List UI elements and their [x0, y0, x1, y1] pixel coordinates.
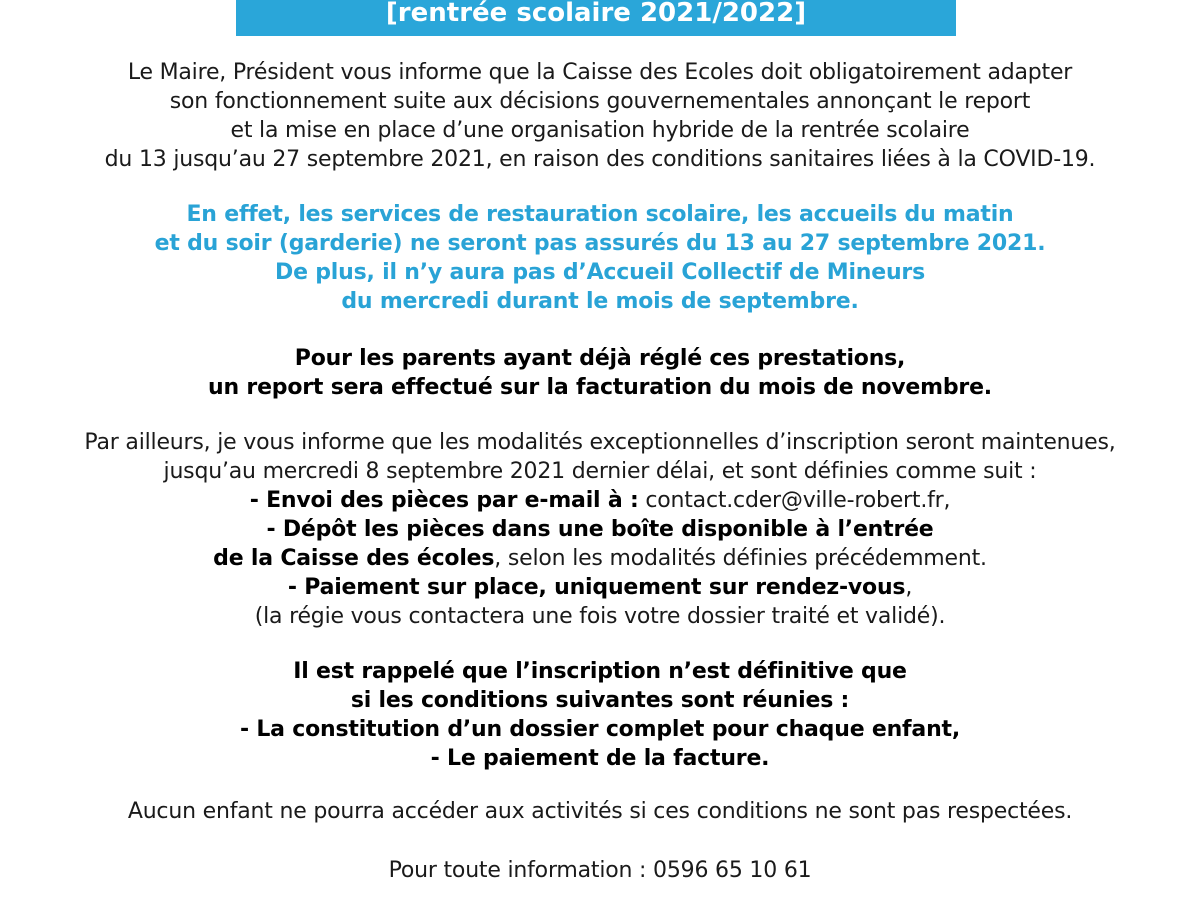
intro-line: du 13 jusqu’au 27 septembre 2021, en raison des conditions sanitaires liées à la COVID-19.	[104, 147, 1096, 172]
notice-line: du mercredi durant le mois de septembre.	[341, 289, 859, 314]
warning-paragraph	[0, 797, 1200, 826]
modality-payment-comma: ,	[905, 575, 913, 600]
modality-deposit-detail: , selon les modalités définies précédemment.	[494, 546, 987, 571]
contact-text: Pour toute information : 0596 65 10 61	[388, 858, 812, 883]
contact-paragraph	[0, 856, 1200, 885]
notice-line: En effet, les services de restauration scolaire, les accueils du matin	[186, 202, 1014, 227]
modalities-line: jusqu’au mercredi 8 septembre 2021 dernier délai, et sont définies comme suit :	[163, 459, 1037, 484]
modality-email-address: contact.cder@ville-robert.fr,	[638, 488, 951, 513]
conditions-paragraph	[0, 657, 1200, 773]
modality-email-label: - Envoi des pièces par e-mail à :	[249, 488, 639, 513]
conditions-line: Il est rappelé que l’inscription n’est définitive que	[293, 659, 907, 684]
refund-line: un report sera effectué sur la facturation du mois de novembre.	[208, 375, 992, 400]
modality-item-deposit-cont	[0, 544, 1200, 573]
conditions-line: - Le paiement de la facture.	[430, 746, 770, 771]
refund-paragraph	[0, 344, 1200, 402]
modality-item-email	[0, 486, 1200, 515]
modality-item-deposit: - Dépôt les pièces dans une boîte disponible à l’entrée	[266, 517, 934, 542]
conditions-line: - La constitution d’un dossier complet pour chaque enfant,	[239, 717, 961, 742]
intro-line: et la mise en place d’une organisation hybride de la rentrée scolaire	[230, 118, 970, 143]
notice-paragraph	[0, 200, 1200, 316]
modality-payment-note: (la régie vous contactera une fois votre dossier traité et validé).	[254, 604, 946, 629]
modalities-paragraph	[0, 428, 1200, 631]
modality-deposit-place: de la Caisse des écoles	[213, 546, 495, 571]
conditions-line: si les conditions suivantes sont réunies :	[350, 688, 850, 713]
warning-text: Aucun enfant ne pourra accéder aux activités si ces conditions ne sont pas respectées.	[127, 799, 1073, 824]
intro-line: son fonctionnement suite aux décisions gouvernementales annonçant le report	[169, 89, 1031, 114]
refund-line: Pour les parents ayant déjà réglé ces prestations,	[294, 346, 906, 371]
document-body	[0, 58, 1200, 885]
intro-paragraph	[0, 58, 1200, 174]
banner-title: [rentrée scolaire 2021/2022]	[385, 0, 807, 28]
title-banner	[236, 0, 956, 36]
notice-line: De plus, il n’y aura pas d’Accueil Collectif de Mineurs	[275, 260, 925, 285]
modality-payment-label: - Paiement sur place, uniquement sur rendez-vous	[287, 575, 906, 600]
notice-line: et du soir (garderie) ne seront pas assurés du 13 au 27 septembre 2021.	[154, 231, 1046, 256]
modality-item-payment	[0, 573, 1200, 602]
modalities-line: Par ailleurs, je vous informe que les modalités exceptionnelles d’inscription seront maintenues,	[84, 430, 1116, 455]
intro-line: Le Maire, Président vous informe que la Caisse des Ecoles doit obligatoirement adapter	[127, 60, 1073, 85]
